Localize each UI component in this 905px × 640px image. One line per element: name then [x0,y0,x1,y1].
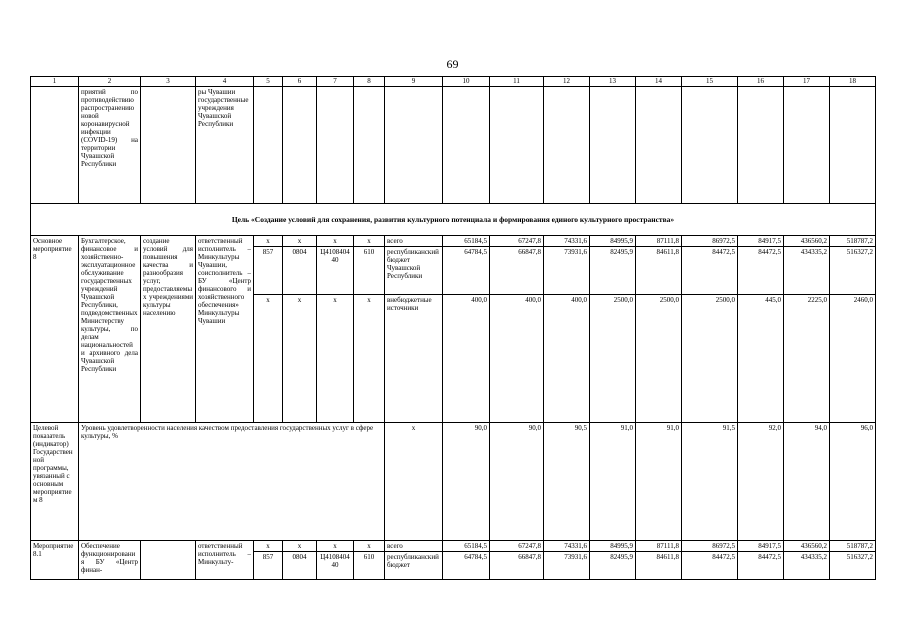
executor-cont: ры Чувашии государственные учреждения Чувашской Республики [196,87,254,204]
column-number: 2 [79,77,141,87]
cell [317,87,354,204]
budget-code: x [283,295,317,423]
amount-cell: 66847,8 [490,247,544,295]
amount-cell: 2225,0 [784,295,830,423]
column-number: 7 [317,77,354,87]
amount-cell: 84472,5 [738,247,784,295]
amount-cell: 65184,5 [443,236,490,247]
funding-source: республиканский бюджет Чувашской Республики [385,247,443,295]
amount-cell: 73931,6 [544,247,590,295]
cell [682,87,738,204]
budget-code: x [317,541,354,552]
amount-cell: 84472,5 [738,552,784,580]
cell [141,87,196,204]
amount-cell: 84917,5 [738,236,784,247]
amount-cell: 516327,2 [830,552,876,580]
column-number: 9 [385,77,443,87]
column-number: 8 [354,77,385,87]
event-name: Обеспечение функционирования БУ «Центр финан- [79,541,141,580]
column-number: 18 [830,77,876,87]
amount-cell: 82495,9 [590,552,636,580]
amount-cell: 2500,0 [682,295,738,423]
event-goal: создание условий для повышения качества и разнообразия услуг, предоставляемых учреждениями культуры населению [141,236,196,423]
budget-code: x [254,541,283,552]
indicator-value: 96,0 [830,423,876,541]
amount-cell: 87111,8 [636,541,682,552]
budget-code: 857 [254,247,283,295]
amount-cell: 400,0 [490,295,544,423]
budget-code: Ц410840440 [317,552,354,580]
cell [283,87,317,204]
amount-cell: 87111,8 [636,236,682,247]
amount-cell: 84611,8 [636,247,682,295]
amount-cell: 434335,2 [784,247,830,295]
amount-cell: 67247,8 [490,541,544,552]
cell [830,87,876,204]
budget-code: x [254,295,283,423]
goal-title: Цель «Создание условий для сохранения, развития культурного потенциала и формирования единого культурного пространства» [31,204,876,236]
budget-code: 857 [254,552,283,580]
amount-cell: 86972,5 [682,236,738,247]
amount-cell: 445,0 [738,295,784,423]
amount-cell: 84995,9 [590,541,636,552]
amount-cell: 400,0 [443,295,490,423]
indicator-value: 91,0 [636,423,682,541]
page-number: 69 [446,57,459,71]
indicator-label: Целевой показатель (индикатор) Государственной программы, увязанный с основным мероприятием 8 [31,423,79,541]
table-row [31,204,876,236]
table-row [31,541,876,552]
executor: ответственный исполнитель – Минкульту- [196,541,254,580]
cell [254,87,283,204]
amount-cell: 436560,2 [784,541,830,552]
budget-code: x [254,236,283,247]
amount-cell: 64784,5 [443,552,490,580]
budget-code: Ц410840440 [317,247,354,295]
column-number: 15 [682,77,738,87]
event-name: Бухгалтерское, финансовое и хозяйственно-эксплуатационное обслуживание государственных учреждений Чувашской Республики, подведомственных Министерству культуры, по делам национальностей и архивного дела Чувашской Республики [79,236,141,423]
budget-code: x [317,236,354,247]
amount-cell: 74331,6 [544,236,590,247]
cell [738,87,784,204]
amount-cell: 84995,9 [590,236,636,247]
budget-code: x [317,295,354,423]
budget-code: x [283,236,317,247]
cell [354,87,385,204]
budget-code: x [283,541,317,552]
event-code: Мероприятие 8.1 [31,541,79,580]
cell [31,87,79,204]
column-number: 4 [196,77,254,87]
budget-code: x [354,541,385,552]
amount-cell: 436560,2 [784,236,830,247]
budget-code: x [354,236,385,247]
amount-cell: 2460,0 [830,295,876,423]
event-code: Основное мероприятие 8 [31,236,79,423]
cell [443,87,490,204]
indicator-value: 91,5 [682,423,738,541]
indicator-value: 90,0 [443,423,490,541]
indicator-value: 92,0 [738,423,784,541]
table-row [31,77,876,87]
cell [590,87,636,204]
amount-cell: 84917,5 [738,541,784,552]
column-number: 3 [141,77,196,87]
cell [784,87,830,204]
column-number: 12 [544,77,590,87]
amount-cell: 64784,5 [443,247,490,295]
amount-cell: 2500,0 [636,295,682,423]
indicator-x: x [385,423,443,541]
column-number: 6 [283,77,317,87]
amount-cell: 434335,2 [784,552,830,580]
amount-cell: 73931,6 [544,552,590,580]
indicator-value: 90,0 [490,423,544,541]
column-number: 16 [738,77,784,87]
amount-cell: 67247,8 [490,236,544,247]
amount-cell: 84611,8 [636,552,682,580]
indicator-value: 90,5 [544,423,590,541]
indicator-text: Уровень удовлетворенности населения качеством предоставления государственных услуг в сфере культуры, % [79,423,385,541]
executor: ответственный исполнитель – Минкультуры Чувашии, соисполнитель – БУ «Центр финансового и хозяйственного обеспечения» Минкультуры Чувашии [196,236,254,423]
cell [544,87,590,204]
budget-code: 610 [354,552,385,580]
indicator-value: 94,0 [784,423,830,541]
budget-code: 0804 [283,552,317,580]
amount-cell: 86972,5 [682,541,738,552]
column-number: 1 [31,77,79,87]
amount-cell: 74331,6 [544,541,590,552]
amount-cell: 82495,9 [590,247,636,295]
table-row [31,236,876,247]
amount-cell: 400,0 [544,295,590,423]
cell [385,87,443,204]
cell [636,87,682,204]
budget-code: 610 [354,247,385,295]
table-row [31,423,876,541]
column-number: 10 [443,77,490,87]
indicator-value: 91,0 [590,423,636,541]
amount-cell: 2500,0 [590,295,636,423]
funding-source: всего [385,236,443,247]
amount-cell: 65184,5 [443,541,490,552]
funding-source: внебюджетные источники [385,295,443,423]
funding-source: республиканский бюджет [385,552,443,580]
column-number: 11 [490,77,544,87]
budget-table [30,76,876,580]
column-number: 13 [590,77,636,87]
cell [490,87,544,204]
amount-cell: 84472,5 [682,247,738,295]
funding-source: всего [385,541,443,552]
budget-code: 0804 [283,247,317,295]
column-number: 14 [636,77,682,87]
column-number: 17 [784,77,830,87]
table-row [31,87,876,204]
event-name-cont: приятий по противодействию распространению новой коронавирусной инфекции (COVID-19) на территории Чувашской Республики [79,87,141,204]
amount-cell: 66847,8 [490,552,544,580]
budget-code: x [354,295,385,423]
amount-cell: 84472,5 [682,552,738,580]
amount-cell: 518787,2 [830,236,876,247]
column-number: 5 [254,77,283,87]
amount-cell: 516327,2 [830,247,876,295]
cell [141,541,196,580]
amount-cell: 518787,2 [830,541,876,552]
